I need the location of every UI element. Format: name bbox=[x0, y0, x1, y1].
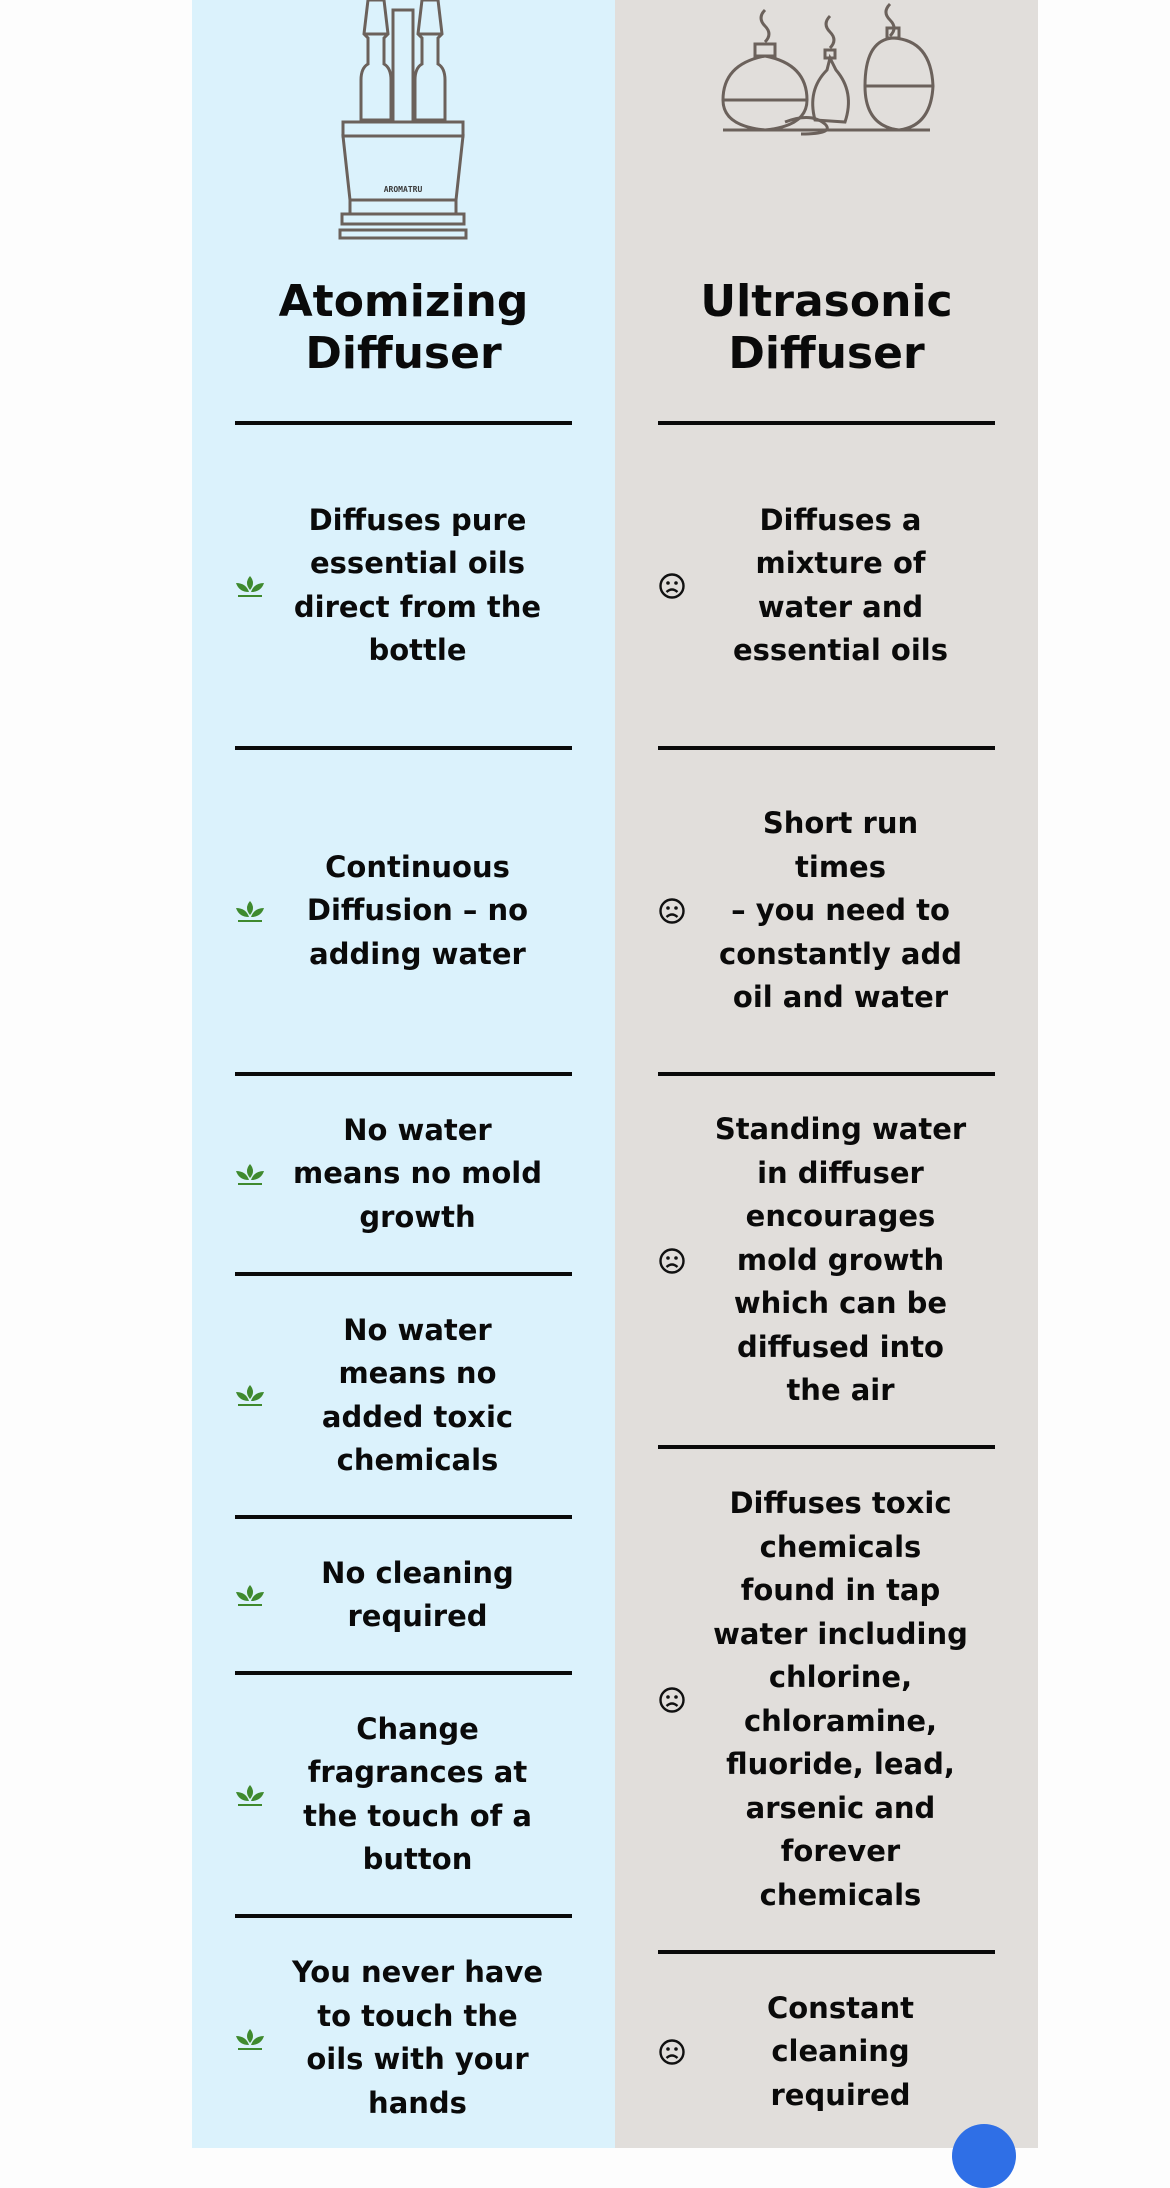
brand-label: AROMATRU bbox=[383, 185, 423, 194]
text-line: Continuous bbox=[325, 849, 510, 884]
text-line: to touch the bbox=[317, 1998, 518, 2033]
text-line: No water bbox=[343, 1112, 492, 1147]
text-line: water and bbox=[757, 589, 924, 624]
text-line: Change bbox=[356, 1711, 479, 1746]
text-line: button bbox=[362, 1842, 473, 1876]
leaf-icon bbox=[235, 1383, 265, 1407]
frown-icon bbox=[658, 2038, 686, 2066]
text-line: growth bbox=[359, 1199, 476, 1234]
frown-icon bbox=[658, 897, 686, 925]
text-line: required bbox=[770, 2077, 911, 2112]
floating-action-button[interactable] bbox=[952, 2124, 1016, 2188]
text-line: You never have bbox=[291, 1955, 544, 1989]
text-line: oils with your bbox=[306, 2042, 529, 2076]
atomizing-benefit-5 bbox=[290, 1519, 545, 1671]
text-line: essential oils bbox=[733, 633, 948, 667]
text-line: means no bbox=[338, 1356, 497, 1390]
text-line: No cleaning bbox=[321, 1555, 514, 1590]
text-line: chemicals bbox=[759, 1529, 922, 1564]
ultrasonic-title bbox=[615, 276, 1038, 380]
text-line: Short run times bbox=[762, 806, 919, 884]
atomizing-benefit-3 bbox=[290, 1076, 545, 1272]
leaf-icon bbox=[235, 2027, 265, 2051]
text-line: diffused into bbox=[736, 1329, 944, 1364]
text-line: forever bbox=[780, 1834, 901, 1868]
atomizing-benefit-2 bbox=[290, 750, 545, 1072]
text-line: mold growth bbox=[736, 1242, 945, 1277]
ultrasonic-drawback-2 bbox=[713, 750, 968, 1072]
text-line: the touch of a bbox=[303, 1798, 532, 1833]
text-line: Diffuses pure bbox=[308, 502, 527, 537]
text-line: Standing water bbox=[714, 1112, 967, 1147]
ultrasonic-drawback-1 bbox=[713, 425, 968, 746]
text-line: means no mold bbox=[293, 1156, 542, 1191]
title-line: Diffuser bbox=[728, 328, 925, 379]
text-line: essential oils bbox=[310, 546, 525, 580]
text-line: cleaning bbox=[771, 2034, 910, 2069]
text-line: bottle bbox=[368, 633, 467, 667]
title-line: Atomizing bbox=[278, 276, 529, 327]
text-line: chloramine, bbox=[743, 1703, 938, 1738]
frown-icon bbox=[658, 1686, 686, 1714]
leaf-icon bbox=[235, 899, 265, 923]
text-line: mixture of bbox=[755, 546, 926, 580]
text-line: Constant bbox=[766, 1990, 915, 2025]
text-line: adding water bbox=[309, 936, 526, 971]
ultrasonic-drawback-5 bbox=[713, 1954, 968, 2150]
atomizing-benefit-6 bbox=[290, 1675, 545, 1914]
text-line: chemicals bbox=[336, 1443, 499, 1477]
title-line: Diffuser bbox=[305, 328, 502, 379]
text-line: fragrances at bbox=[307, 1755, 528, 1789]
text-line: the air bbox=[786, 1373, 895, 1408]
text-line: oil and water bbox=[732, 980, 949, 1015]
leaf-icon bbox=[235, 1783, 265, 1807]
text-line: found in tap bbox=[740, 1573, 941, 1607]
frown-icon bbox=[658, 1247, 686, 1275]
atomizing-benefit-4 bbox=[290, 1276, 545, 1515]
ultrasonic-drawback-3 bbox=[713, 1076, 968, 1445]
atomizing-benefit-1 bbox=[290, 425, 545, 746]
text-line: constantly add bbox=[719, 936, 962, 971]
text-line: – you need to bbox=[731, 893, 950, 928]
text-line: required bbox=[347, 1599, 488, 1633]
text-line: No water bbox=[343, 1312, 492, 1347]
text-line: hands bbox=[368, 2085, 467, 2120]
leaf-icon bbox=[235, 1583, 265, 1607]
text-line: added toxic bbox=[321, 1399, 514, 1434]
text-line: encourages bbox=[745, 1199, 936, 1234]
atomizing-title bbox=[192, 276, 615, 380]
text-line: fluoride, lead, bbox=[726, 1747, 955, 1781]
text-line: direct from the bbox=[293, 589, 542, 624]
ultrasonic-diffuser-illustration bbox=[715, 0, 940, 140]
leaf-icon bbox=[235, 1162, 265, 1186]
text-line: water including bbox=[713, 1616, 968, 1651]
atomizing-diffuser-illustration bbox=[328, 0, 478, 240]
text-line: chemicals bbox=[759, 1877, 922, 1912]
frown-icon bbox=[658, 572, 686, 600]
text-line: Diffusion – no bbox=[306, 893, 529, 928]
atomizing-benefit-7 bbox=[290, 1918, 545, 2158]
text-line: Diffuses toxic bbox=[729, 1486, 952, 1520]
text-line: chlorine, bbox=[768, 1660, 913, 1694]
text-line: which can be bbox=[733, 1286, 948, 1321]
text-line: Diffuses a bbox=[759, 502, 922, 537]
title-line: Ultrasonic bbox=[700, 276, 953, 327]
ultrasonic-drawback-4 bbox=[713, 1449, 968, 1950]
text-line: in diffuser bbox=[757, 1155, 924, 1190]
leaf-icon bbox=[235, 574, 265, 598]
text-line: arsenic and bbox=[745, 1790, 936, 1825]
